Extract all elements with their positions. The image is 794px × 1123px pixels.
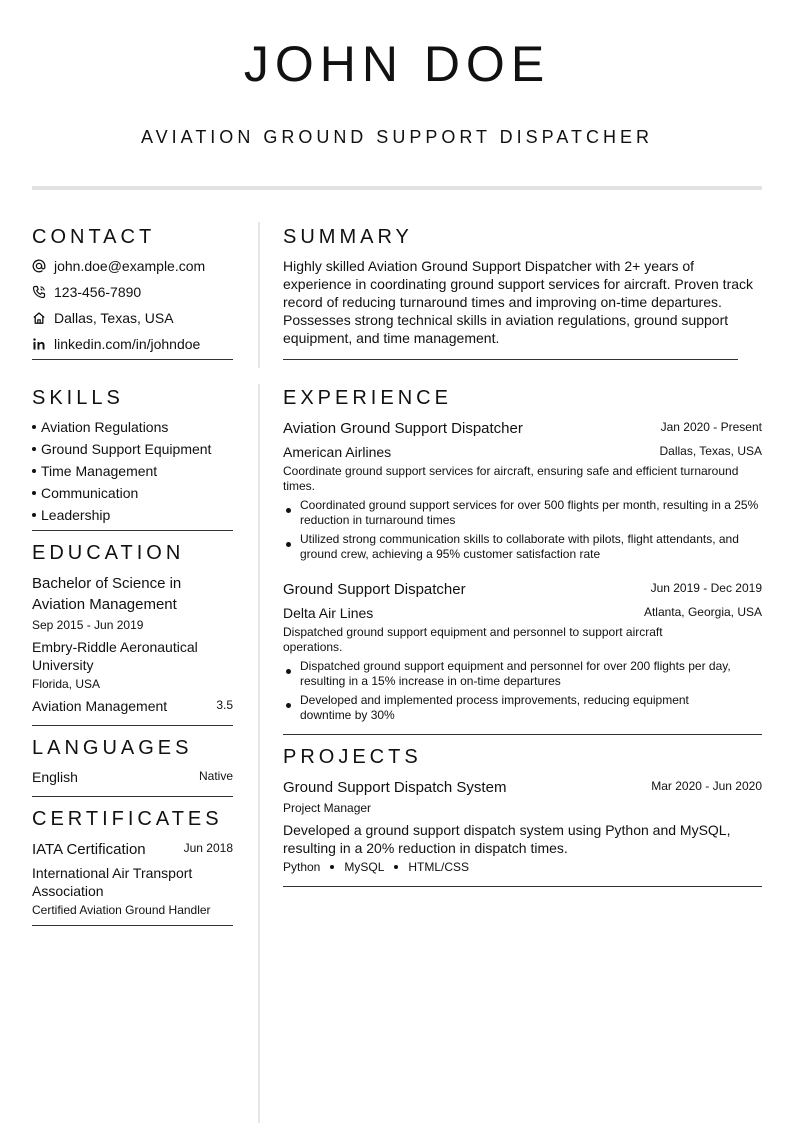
job-company: Delta Air Lines: [283, 605, 374, 621]
school-location: Florida, USA: [32, 677, 101, 691]
job-bullet: Dispatched ground support equipment and personnel for over 200 flights per day, resulting in a 15% increase in on-time departures: [300, 659, 731, 688]
bullet-icon: [286, 508, 291, 513]
candidate-name: JOHN DOE: [243, 36, 551, 92]
job-location: Atlanta, Georgia, USA: [643, 605, 762, 619]
language-level: Native: [198, 769, 233, 783]
experience-divider: [283, 734, 762, 735]
column-divider-top: [258, 222, 260, 368]
skill-item: Time Management: [32, 462, 157, 480]
project-description: Developed a ground support dispatch system using Python and MySQL, resulting in a 20% reduction in dispatch times.: [283, 822, 731, 856]
project-dates: Mar 2020 - Jun 2020: [651, 779, 762, 793]
bullet-icon: [286, 669, 291, 674]
contact-heading: CONTACT: [32, 226, 156, 248]
languages-heading: LANGUAGES: [32, 737, 193, 759]
skills-heading: SKILLS: [32, 387, 124, 409]
projects-heading: PROJECTS: [283, 746, 422, 768]
skill-item: Leadership: [32, 506, 110, 524]
experience-heading: EXPERIENCE: [283, 387, 452, 409]
degree-line-2: Aviation Management: [32, 596, 177, 613]
projects-divider: [283, 886, 762, 887]
project-tag: HTML/CSS: [408, 860, 470, 874]
job-bullet: Developed and implemented process improvements, reducing equipment downtime by 30%: [300, 693, 689, 722]
separator-dot-icon: [394, 865, 398, 869]
certificates-divider: [32, 925, 233, 926]
skills-divider: [32, 530, 233, 531]
summary-divider: [283, 359, 738, 360]
phone-text: 123-456-7890: [54, 284, 142, 300]
location-text: Dallas, Texas, USA: [54, 310, 174, 326]
job-company: American Airlines: [283, 444, 392, 460]
project-tag: Python: [283, 860, 321, 874]
language-name: English: [32, 769, 78, 785]
job-bullet: Utilized strong communication skills to collaborate with pilots, flight attendants, and ground crew, achieving a 95% customer satisfaction rate: [300, 532, 739, 561]
education-dates: Sep 2015 - Jun 2019: [32, 618, 144, 632]
education-gpa: 3.5: [216, 698, 233, 712]
job-description: Dispatched ground support equipment and personnel to support aircraft operations.: [283, 625, 663, 654]
bullet-icon: [32, 469, 36, 473]
degree-line-1: Bachelor of Science in: [32, 575, 182, 592]
job-title: AVIATION GROUND SUPPORT DISPATCHER: [140, 127, 654, 147]
job-title: Aviation Ground Support Dispatcher: [283, 420, 523, 437]
education-field: Aviation Management: [32, 698, 168, 714]
bullet-icon: [32, 447, 36, 451]
bullet-icon: [286, 703, 291, 708]
languages-divider: [32, 796, 233, 797]
summary-heading: SUMMARY: [283, 226, 413, 248]
project-role: Project Manager: [283, 801, 372, 815]
project-tag: MySQL: [344, 860, 385, 874]
certificate-detail: Certified Aviation Ground Handler: [32, 903, 211, 917]
bullet-icon: [32, 425, 36, 429]
job-location: Dallas, Texas, USA: [659, 444, 762, 458]
phone-icon: [32, 285, 46, 299]
skill-item: Aviation Regulations: [32, 418, 168, 436]
school-line-2: University: [32, 657, 94, 673]
contact-divider: [32, 359, 233, 360]
job-dates: Jun 2019 - Dec 2019: [650, 581, 762, 595]
job-dates: Jan 2020 - Present: [660, 420, 762, 434]
certificate-name: IATA Certification: [32, 841, 146, 858]
linkedin-icon: [32, 337, 46, 351]
skill-item: Communication: [32, 484, 138, 502]
separator-dot-icon: [330, 865, 334, 869]
education-divider: [32, 725, 233, 726]
header-divider: [32, 186, 762, 190]
certificate-issuer-line-2: Association: [32, 883, 104, 899]
certificate-date: Jun 2018: [183, 841, 233, 855]
bullet-icon: [286, 542, 291, 547]
bullet-icon: [32, 491, 36, 495]
bullet-icon: [32, 513, 36, 517]
column-divider-main: [258, 384, 260, 1123]
certificates-heading: CERTIFICATES: [32, 808, 223, 830]
linkedin-text: linkedin.com/in/johndoe: [54, 336, 201, 352]
home-icon: [32, 311, 46, 325]
email-text: john.doe@example.com: [54, 258, 206, 274]
project-title: Ground Support Dispatch System: [283, 779, 507, 796]
project-tags: [283, 860, 469, 875]
job-title: Ground Support Dispatcher: [283, 581, 466, 598]
job-description: Coordinate ground support services for aircraft, ensuring safe and efficient turnaround times.: [283, 464, 739, 493]
summary-text: Highly skilled Aviation Ground Support Dispatcher with 2+ years of experience in coordinating ground support services for aircraft. Proven track record of reducing turnaround times and improving on-time departures. Possesses strong technical skills in aviation regulations, ground support equipment, and time management.: [283, 258, 754, 346]
skill-item: Ground Support Equipment: [32, 440, 211, 458]
certificate-issuer-line-1: International Air Transport: [32, 865, 193, 881]
job-bullet: Coordinated ground support services for over 500 flights per month, resulting in a 25% reduction in turnaround times: [300, 498, 759, 527]
at-icon: [32, 259, 46, 273]
education-heading: EDUCATION: [32, 542, 185, 564]
school-line-1: Embry-Riddle Aeronautical: [32, 639, 198, 655]
